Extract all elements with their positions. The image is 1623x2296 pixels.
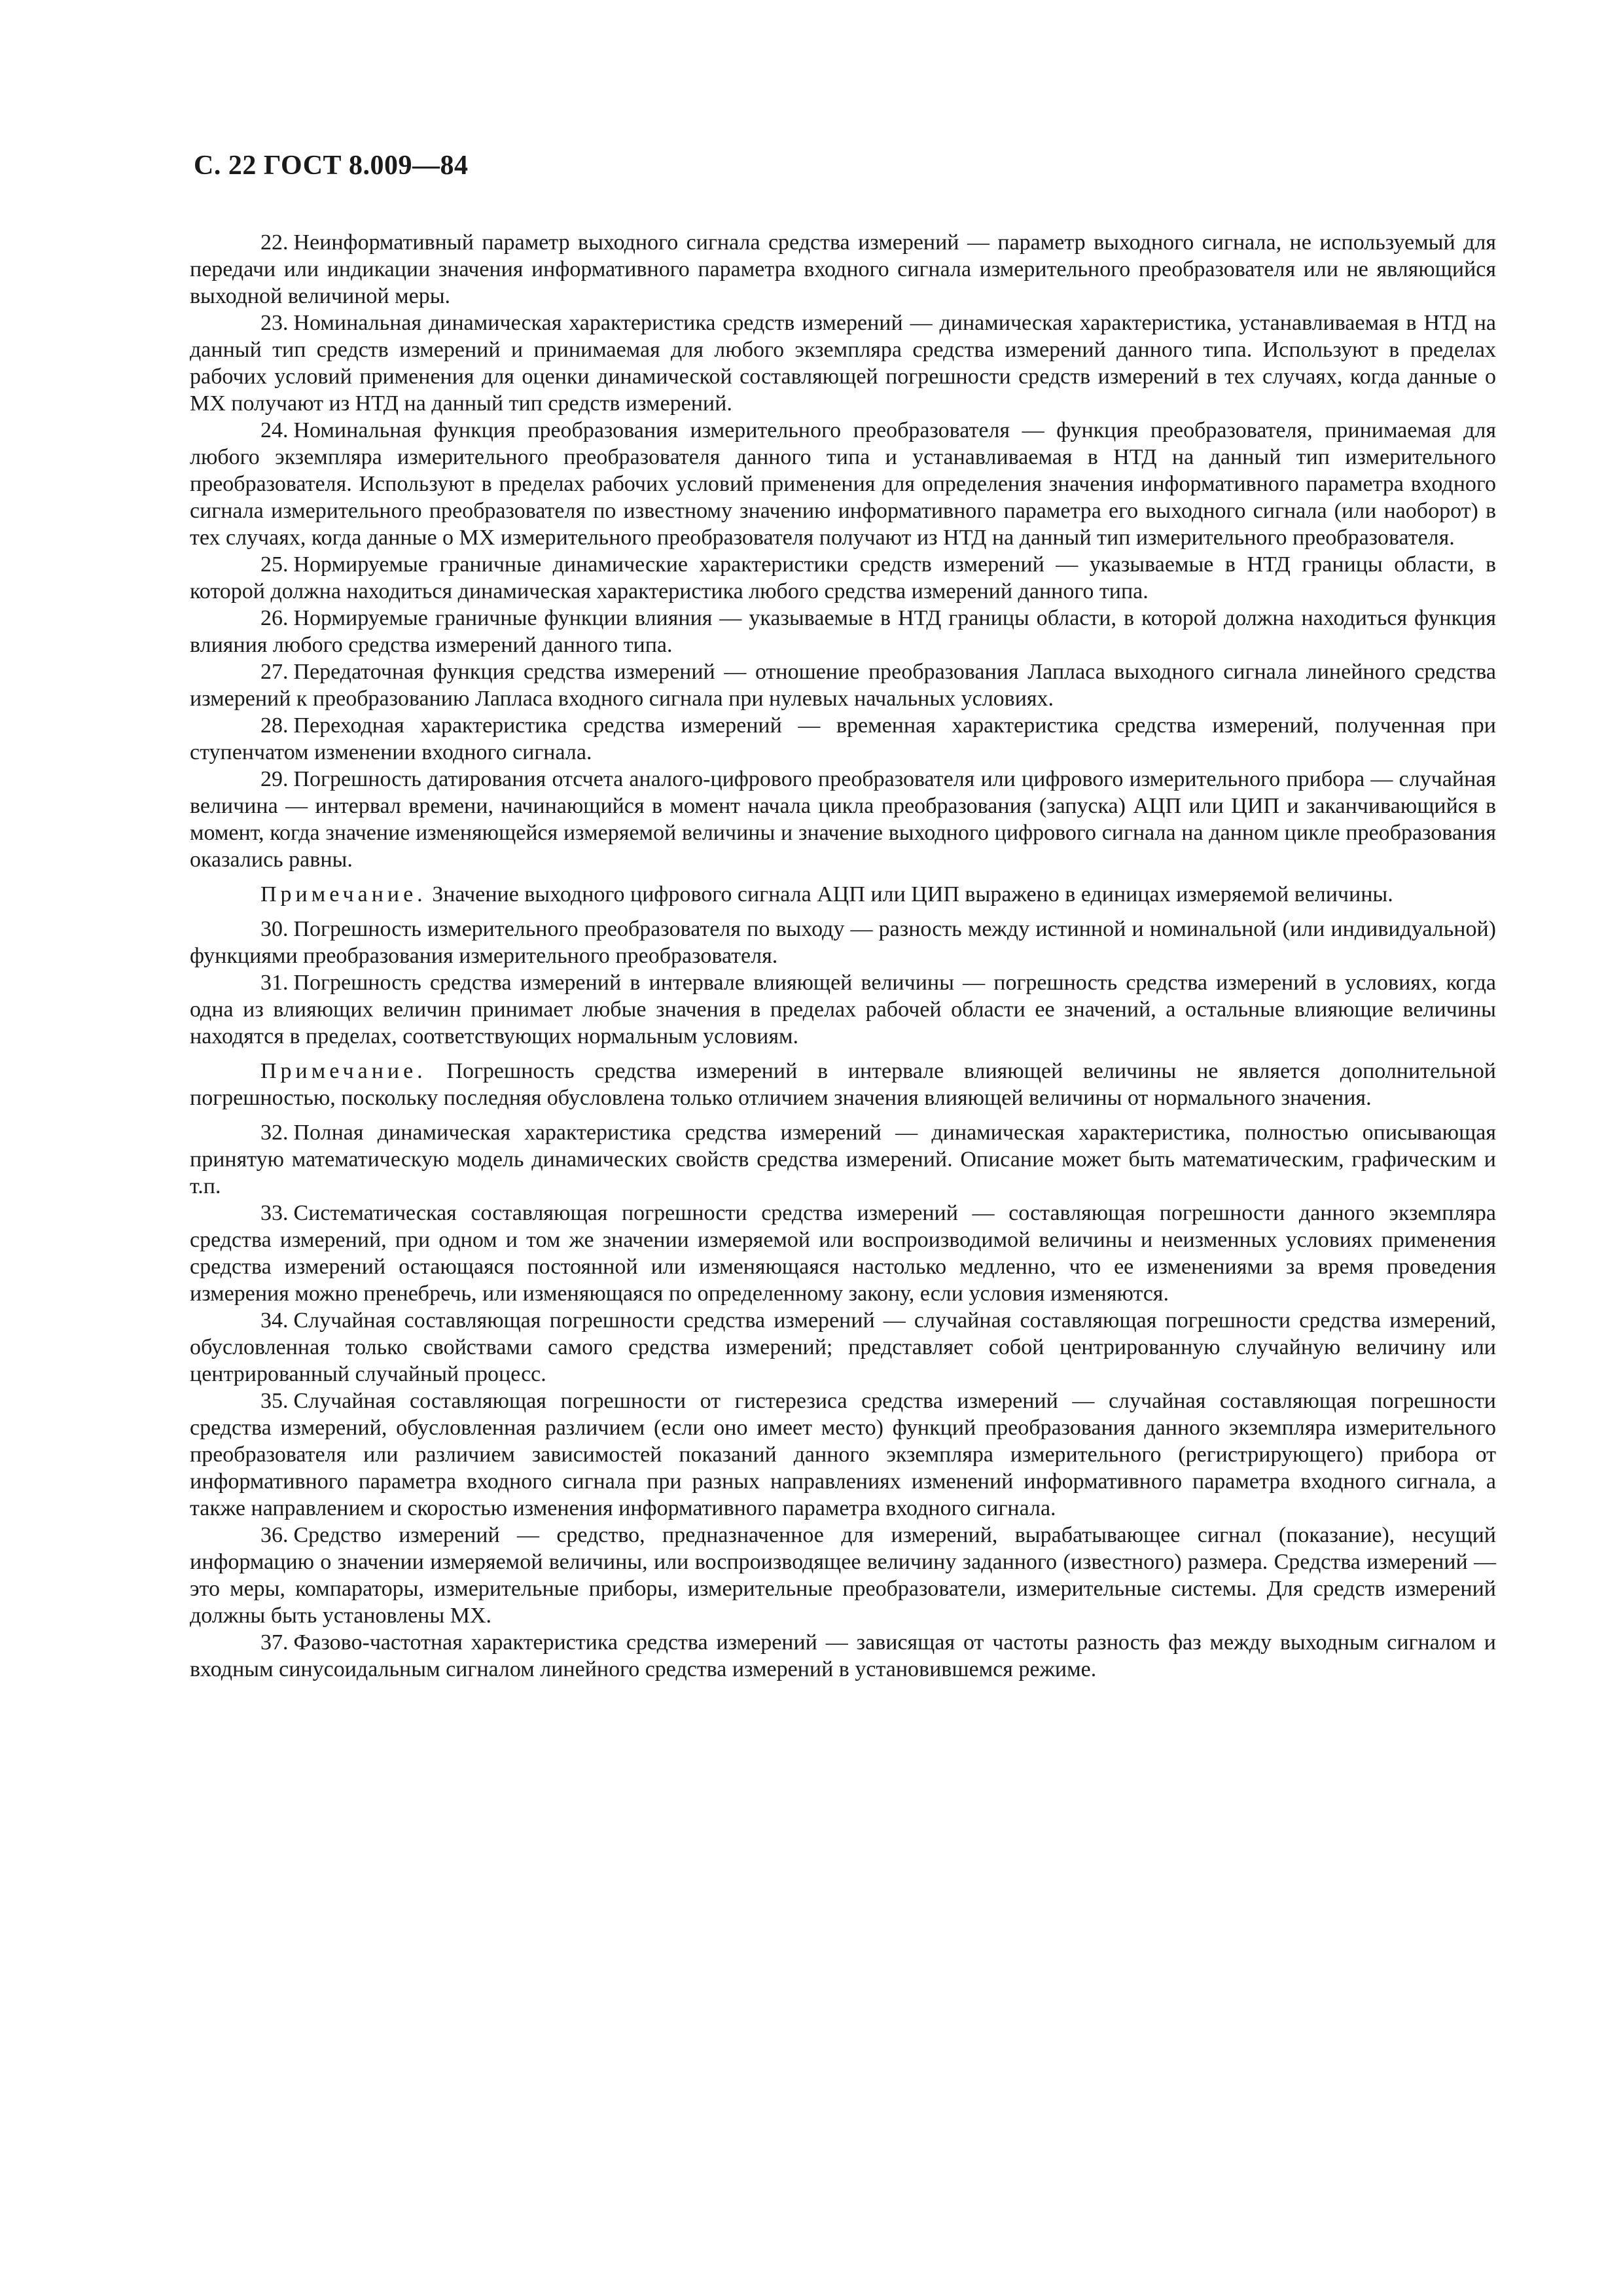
paragraph-text: Номинальная функция преобразования измерительного преобразователя — функция преобразователя, принимаемая для любого экземпляра измерительного преобразователя данного типа и устанавливаемая в НТД на данный тип измерительного преобразователя. Используют в пределах рабочих условий применения для определения значения информативного параметра входного сигнала измерительного преобразователя по известному значению информативного параметра его выходного сигнала (или наоборот) в тех случаях, когда данные о МХ измерительного преобразователя получают из НТД на данный тип измерительного преобразователя. bbox=[190, 418, 1496, 550]
paragraph-number: 34. bbox=[260, 1308, 289, 1333]
term-paragraph-30 bbox=[190, 916, 1496, 969]
paragraph-number: 31. bbox=[260, 971, 289, 995]
paragraph-text: Средство измерений — средство, предназначенное для измерений, вырабатывающее сигнал (показание), несущий информацию о значении измеряемой величины, или воспроизводящее величину заданного (известного) размера. Средства измерений — это меры, компараторы, измерительные приборы, измерительные преобразователи, измерительные системы. Для средств измерений должны быть установлены МХ. bbox=[190, 1523, 1496, 1628]
note-text: Значение выходного цифрового сигнала АЦП или ЦИП выражено в единицах измеряемой величины. bbox=[432, 882, 1393, 906]
note-text: Погрешность средства измерений в интервале влияющей величины не является дополнительной погрешностью, поскольку последняя обусловлена только отличием значения влияющей величины от нормального значения. bbox=[190, 1059, 1496, 1110]
term-paragraph-29 bbox=[190, 766, 1496, 873]
paragraph-number: 26. bbox=[260, 606, 289, 630]
paragraph-number: 29. bbox=[260, 767, 289, 791]
paragraph-number: 37. bbox=[260, 1630, 289, 1655]
paragraph-text: Номинальная динамическая характеристика средств измерений — динамическая характеристика, устанавливаемая в НТД на данный тип средств измерений и принимаемая для любого экземпляра средства измерений данного типа. Используют в пределах рабочих условий применения для оценки динамической составляющей погрешности средств измерений в тех случаях, когда данные о МХ получают из НТД на данный тип средств измерений. bbox=[190, 311, 1496, 416]
paragraph-text: Нормируемые граничные функции влияния — указываемые в НТД границы области, в которой должна находиться функция влияния любого средства измерений данного типа. bbox=[190, 606, 1496, 657]
term-paragraph-22 bbox=[190, 229, 1496, 310]
paragraph-text: Систематическая составляющая погрешности средства измерений — составляющая погрешности данного экземпляра средства измерений, при одном и том же значении измеряемой или воспроизводимой величины и неизменных условиях применения средства измерений остающаяся постоянной или изменяющаяся настолько медленно, что ее изменениями за время проведения измерения можно пренебречь, или изменяющаяся по определенному закону, если условия изменяются. bbox=[190, 1201, 1496, 1306]
paragraph-number: 22. bbox=[260, 230, 289, 255]
term-paragraph-25 bbox=[190, 551, 1496, 605]
paragraph-text: Погрешность средства измерений в интервале влияющей величины — погрешность средства измерений в условиях, когда одна из влияющих величин принимает любые значения в пределах рабочей области ее значений, а остальные влияющие величины находятся в пределах, соответствующих нормальным условиям. bbox=[190, 971, 1496, 1049]
paragraph-number: 23. bbox=[260, 311, 289, 335]
paragraph-text: Переходная характеристика средства измерений — временная характеристика средства измерений, полученная при ступенчатом изменении входного сигнала. bbox=[190, 713, 1496, 764]
paragraph-number: 28. bbox=[260, 713, 289, 738]
paragraph-text: Погрешность датирования отсчета аналого-цифрового преобразователя или цифрового измерительного прибора — случайная величина — интервал времени, начинающийся в момент начала цикла преобразования (запуска) АЦП или ЦИП и заканчивающийся в момент, когда значение изменяющейся измеряемой величины и значение выходного цифрового сигнала на данном цикле преобразования оказались равны. bbox=[190, 767, 1496, 872]
paragraph-number: 27. bbox=[260, 660, 289, 684]
note-paragraph bbox=[190, 881, 1496, 908]
term-paragraph-32 bbox=[190, 1119, 1496, 1200]
paragraph-text: Случайная составляющая погрешности средства измерений — случайная составляющая погрешности средства измерений, обусловленная только свойствами самого средства измерений; представляет собой центрированную случайную величину или центрированный случайный процесс. bbox=[190, 1308, 1496, 1386]
paragraph-text: Передаточная функция средства измерений — отношение преобразования Лапласа выходного сигнала линейного средства измерений к преобразованию Лапласа входного сигнала при нулевых начальных условиях. bbox=[190, 660, 1496, 711]
term-paragraph-24 bbox=[190, 417, 1496, 551]
paragraph-text: Случайная составляющая погрешности от гистерезиса средства измерений — случайная составляющая погрешности средства измерений, обусловленная различием (если оно имеет место) функций преобразования данного экземпляра измерительного преобразователя или различием зависимостей показаний данного экземпляра измерительного (регистрирующего) прибора от информативного параметра входного сигнала при разных направлениях изменений информативного параметра входного сигнала, а также направлением и скоростью изменения информативного параметра входного сигнала. bbox=[190, 1389, 1496, 1520]
document-body bbox=[190, 229, 1496, 1683]
paragraph-number: 30. bbox=[260, 917, 289, 941]
paragraph-text: Неинформативный параметр выходного сигнала средства измерений — параметр выходного сигнала, не используемый для передачи или индикации значения информативного параметра входного сигнала измерительного преобразователя или не являющийся выходной величиной меры. bbox=[190, 230, 1496, 308]
paragraph-text: Нормируемые граничные динамические характеристики средств измерений — указываемые в НТД границы области, в которой должна находиться динамическая характеристика любого средства измерений данного типа. bbox=[190, 552, 1496, 603]
paragraph-number: 32. bbox=[260, 1121, 289, 1145]
paragraph-number: 33. bbox=[260, 1201, 289, 1225]
term-paragraph-35 bbox=[190, 1388, 1496, 1522]
term-paragraph-27 bbox=[190, 658, 1496, 712]
term-paragraph-28 bbox=[190, 712, 1496, 766]
paragraph-text: Погрешность измерительного преобразователя по выходу — разность между истинной и номинальной (или индивидуальной) функциями преобразования измерительного преобразователя. bbox=[190, 917, 1496, 968]
paragraph-number: 24. bbox=[260, 418, 289, 442]
paragraph-text: Фазово-частотная характеристика средства измерений — зависящая от частоты разность фаз между выходным сигналом и входным синусоидальным сигналом линейного средства измерений в установившемся режиме. bbox=[190, 1630, 1496, 1681]
paragraph-text: Полная динамическая характеристика средства измерений — динамическая характеристика, полностью описывающая принятую математическую модель динамических свойств средства измерений. Описание может быть математическим, графическим и т.п. bbox=[190, 1121, 1496, 1198]
paragraph-number: 25. bbox=[260, 552, 289, 577]
note-label: Примечание. bbox=[260, 882, 427, 906]
term-paragraph-37 bbox=[190, 1629, 1496, 1683]
note-label: Примечание. bbox=[260, 1059, 427, 1083]
page-header: С. 22 ГОСТ 8.009—84 bbox=[194, 151, 469, 181]
note-paragraph bbox=[190, 1058, 1496, 1111]
term-paragraph-33 bbox=[190, 1200, 1496, 1307]
paragraph-number: 36. bbox=[260, 1523, 289, 1547]
term-paragraph-34 bbox=[190, 1307, 1496, 1388]
term-paragraph-26 bbox=[190, 605, 1496, 658]
term-paragraph-36 bbox=[190, 1522, 1496, 1629]
paragraph-number: 35. bbox=[260, 1389, 289, 1413]
term-paragraph-31 bbox=[190, 969, 1496, 1050]
term-paragraph-23 bbox=[190, 310, 1496, 417]
